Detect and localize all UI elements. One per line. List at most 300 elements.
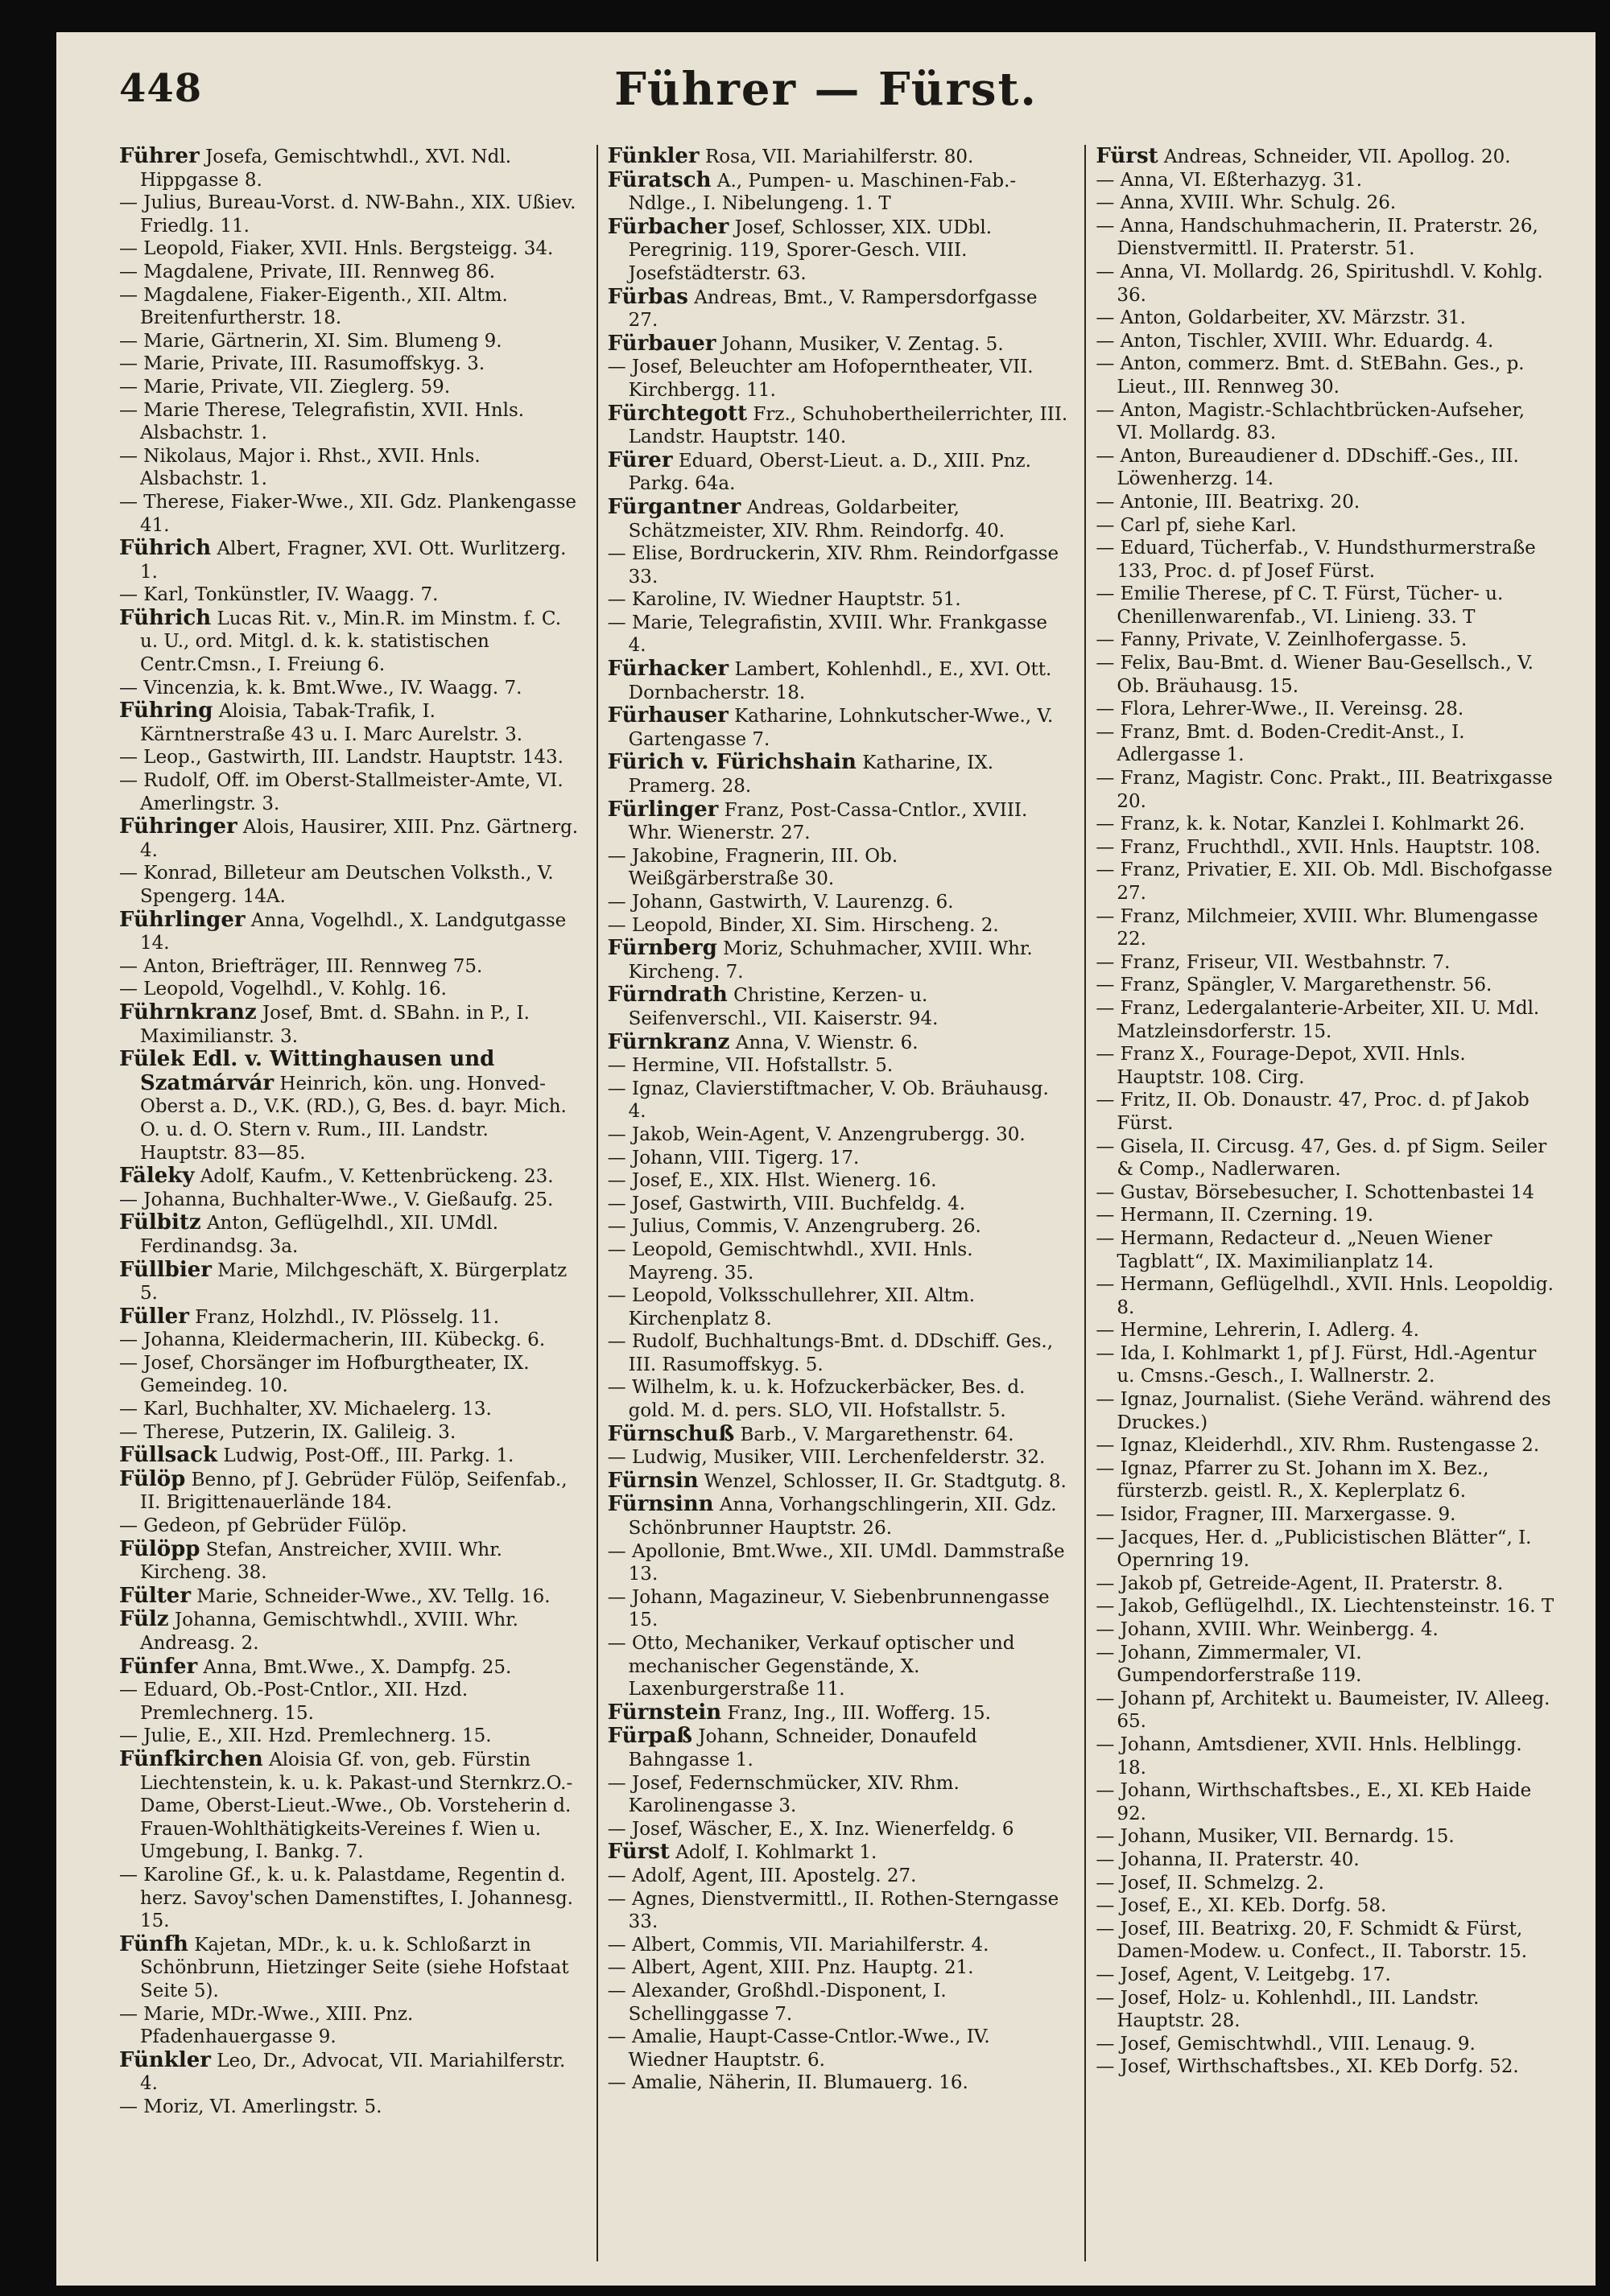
directory-entry	[1096, 629, 1557, 652]
surname-heading: Fünfh	[119, 1931, 188, 1956]
surname-heading: Fürich v. Fürichshain	[607, 750, 857, 775]
entry-text: — Josef, Beleuchter am Hofoperntheater, VII. Kirchbergg. 11.	[607, 357, 1034, 401]
entry-text: — Josef, III. Beatrixg. 20, F. Schmidt & Fürst, Damen-Modew. u. Confect., II. Taborstr. 15.	[1096, 1918, 1528, 1963]
entry-text: — Franz, Ledergalanterie-Arbeiter, XII. U. Mdl. Matzleinsdorferstr. 15.	[1096, 997, 1540, 1042]
directory-entry	[608, 914, 1069, 938]
directory-entry	[1096, 974, 1557, 997]
entry-text: — Karoline, IV. Wiedner Hauptstr. 51.	[607, 589, 961, 611]
entry-text: Andreas, Schneider, VII. Apollog. 20.	[1163, 146, 1511, 167]
directory-entry	[119, 2049, 580, 2096]
directory-entry	[1096, 1342, 1557, 1388]
directory-entry	[608, 169, 1069, 216]
entry-text: — Rudolf, Buchhaltungs-Bmt. d. DDschiff. Ges., III. Rasumoffskyg. 5.	[607, 1331, 1054, 1375]
entry-text: — Elise, Bordruckerin, XIV. Rhm. Reindorfgasse 33.	[607, 543, 1059, 587]
directory-entry	[119, 1164, 580, 1189]
directory-entry	[1096, 330, 1557, 353]
entry-text: — Julie, E., XII. Hzd. Premlechnerg. 15.	[119, 1725, 492, 1747]
entry-text: — Rudolf, Off. im Oberst-Stallmeister-Amte, VI. Amerlingstr. 3.	[119, 770, 564, 814]
entry-text: — Leopold, Vogelhdl., V. Kohlg. 16.	[119, 979, 447, 1000]
entry-text: Josef, Schlosser, XIX. UDbl. Peregrinig. 119, Sporer-Gesch. VIII. Josefstädterstr. 63.	[628, 216, 993, 284]
directory-entry	[1096, 951, 1557, 975]
entry-text: — Josef, II. Schmelzg. 2.	[1096, 1872, 1324, 1894]
entry-text: — Fritz, II. Ob. Donaustr. 47, Proc. d. pf Jakob Fürst.	[1096, 1090, 1530, 1134]
entry-text: — Marie, Telegrafistin, XVIII. Whr. Frankgasse 4.	[607, 612, 1048, 657]
entry-text: — Josef, Holz- u. Kohlenhdl., III. Landstr. Hauptstr. 28.	[1096, 1987, 1480, 2032]
directory-entry	[1096, 1204, 1557, 1227]
directory-entry	[608, 1865, 1069, 1888]
directory-page	[56, 32, 1596, 2286]
entry-text: — Leop., Gastwirth, III. Landstr. Hauptstr. 143.	[119, 747, 564, 769]
entry-text: — Anton, commerz. Bmt. d. StEBahn. Ges., p. Lieut., III. Rennweg 30.	[1096, 353, 1525, 398]
surname-heading: Fürchtegott	[607, 401, 748, 426]
directory-entry	[608, 751, 1069, 798]
directory-entry	[608, 612, 1069, 657]
directory-entry	[1096, 169, 1557, 192]
directory-entry	[608, 402, 1069, 449]
surname-heading: Füllbier	[119, 1257, 212, 1282]
surname-heading: Fürer	[607, 447, 673, 472]
directory-entry	[119, 330, 580, 353]
entry-text: — Josef, Agent, V. Leitgebg. 17.	[1096, 1964, 1391, 1985]
directory-entry	[608, 937, 1069, 983]
column-left	[119, 145, 580, 2261]
entry-text: — Leopold, Gemischtwhdl., XVII. Hnls. Mayreng. 35.	[607, 1239, 973, 1284]
entry-text: Leo, Dr., Advocat, VII. Mariahilferstr. 4.	[140, 2050, 566, 2095]
entry-text: — Ignaz, Journalist. (Siehe Veränd. während des Druckes.)	[1096, 1389, 1551, 1433]
entry-text: — Gustav, Börsebesucher, I. Schottenbastei 14	[1096, 1181, 1534, 1203]
entry-text: — Julius, Commis, V. Anzengruberg. 26.	[607, 1216, 981, 1238]
entry-text: Johann, Schneider, Donaufeld Bahngasse 1.	[628, 1726, 977, 1770]
directory-entry	[119, 261, 580, 284]
entry-text: — Leopold, Fiaker, XVII. Hnls. Bergsteigg. 34.	[119, 238, 554, 260]
directory-entry	[608, 1215, 1069, 1239]
directory-entry	[1096, 836, 1557, 859]
entry-text: — Franz, Spängler, V. Margarethenstr. 56.	[1096, 975, 1492, 996]
entry-text: Josefa, Gemischtwhdl., XVI. Ndl. Hippgasse 8.	[140, 146, 512, 191]
surname-heading: Fülbitz	[119, 1210, 201, 1235]
column-right	[1084, 145, 1557, 2261]
entry-text: Lambert, Kohlenhdl., E., XVI. Ott. Dornbacherstr. 18.	[628, 659, 1052, 703]
entry-text: — Josef, Wäscher, E., X. Inz. Wienerfeldg. 6	[607, 1818, 1014, 1840]
surname-heading: Fürlinger	[607, 797, 719, 822]
entry-text: — Hermann, Redacteur d. „Neuen Wiener Tagblatt“, IX. Maximilianplatz 14.	[1096, 1227, 1492, 1272]
entry-text: Adolf, Kaufm., V. Kettenbrückeng. 23.	[200, 1166, 554, 1188]
directory-entry	[1096, 1319, 1557, 1342]
entry-text: — Johann, XVIII. Whr. Weinbergg. 4.	[1096, 1619, 1439, 1640]
directory-entry	[1096, 2055, 1557, 2079]
directory-entry	[119, 1259, 580, 1305]
entry-text: — Ignaz, Kleiderhdl., XIV. Rhm. Rustengasse 2.	[1096, 1435, 1540, 1457]
directory-entry	[119, 145, 580, 192]
entry-text: — Franz X., Fourage-Depot, XVII. Hnls. Hauptstr. 108. Cirg.	[1096, 1044, 1466, 1088]
entry-text: — Josef, Gemischtwhdl., VIII. Lenaug. 9.	[1096, 2033, 1476, 2055]
entry-text: — Apollonie, Bmt.Wwe., XII. UMdl. Dammstraße 13.	[607, 1540, 1065, 1585]
entry-text: — Anton, Goldarbeiter, XV. Märzstr. 31.	[1096, 307, 1466, 329]
directory-entry	[1096, 1573, 1557, 1596]
directory-entry	[1096, 652, 1557, 698]
entry-text: — Albert, Commis, VII. Mariahilferstr. 4.	[607, 1934, 989, 1956]
directory-entry	[119, 1585, 580, 1609]
directory-entry	[608, 657, 1069, 704]
directory-entry	[119, 607, 580, 677]
entry-text: — Antonie, III. Beatrixg. 20.	[1096, 491, 1360, 513]
directory-entry	[119, 237, 580, 261]
entry-text: Andreas, Bmt., V. Rampersdorfgasse 27.	[628, 286, 1038, 332]
entry-text: — Johann, Wirthschaftsbes., E., XI. KEb Haide 92.	[1096, 1780, 1532, 1824]
directory-entry	[119, 1211, 580, 1258]
directory-entry	[1096, 1618, 1557, 1642]
directory-entry	[119, 1305, 580, 1329]
directory-entry	[608, 332, 1069, 357]
surname-heading: Fülöpp	[119, 1536, 200, 1561]
directory-entry	[1096, 721, 1557, 767]
surname-heading: Fürnsinn	[607, 1492, 714, 1517]
entry-text: Franz, Post-Cassa-Cntlor., XVIII. Whr. Wienerstr. 27.	[628, 799, 1028, 844]
entry-text: Benno, pf J. Gebrüder Fülöp, Seifenfab., II. Brigittenauerlände 184.	[140, 1469, 568, 1514]
directory-entry	[119, 1421, 580, 1445]
directory-entry	[119, 1679, 580, 1725]
surname-heading: Fünkler	[119, 2047, 211, 2072]
entry-text: Anna, V. Wienstr. 6.	[735, 1032, 919, 1053]
entry-text: — Anna, VI. Mollardg. 26, Spiritushdl. V. Kohlg. 36.	[1096, 261, 1543, 306]
directory-entry	[119, 1352, 580, 1398]
entry-text: — Franz, Friseur, VII. Westbahnstr. 7.	[1096, 951, 1451, 973]
directory-entry	[119, 1001, 580, 1048]
directory-entry	[119, 399, 580, 445]
directory-entry	[119, 1515, 580, 1538]
directory-entry	[608, 1054, 1069, 1078]
entry-text: Barb., V. Margarethenstr. 64.	[740, 1424, 1014, 1445]
surname-heading: Fürnsin	[607, 1468, 699, 1493]
entry-text: — Josef, E., XIX. Hlst. Wienerg. 16.	[607, 1170, 937, 1192]
directory-entry	[119, 1468, 580, 1515]
directory-entry	[1096, 1894, 1557, 1918]
surname-heading: Fürnstein	[607, 1700, 722, 1725]
directory-entry	[1096, 1136, 1557, 1181]
surname-heading: Fülz	[119, 1607, 169, 1632]
entry-text: — Alexander, Großhdl.-Disponent, I. Schellinggasse 7.	[607, 1980, 947, 2025]
entry-text: — Felix, Bau-Bmt. d. Wiener Bau-Gesellsch., V. Ob. Bräuhausg. 15.	[1096, 653, 1534, 697]
entry-text: — Magdalene, Private, III. Rennweg 86.	[119, 261, 496, 282]
entry-text: — Hermine, Lehrerin, I. Adlerg. 4.	[1096, 1320, 1419, 1342]
directory-entry	[119, 192, 580, 237]
directory-entry	[608, 1586, 1069, 1632]
directory-entry	[608, 1123, 1069, 1147]
directory-entry	[1096, 1964, 1557, 1987]
entry-text: — Ida, I. Kohlmarkt 1, pf J. Fürst, Hdl.-Agentur u. Cmsns.-Gesch., I. Wallnerstr. 2.	[1096, 1342, 1537, 1387]
surname-heading: Fünfkirchen	[119, 1746, 263, 1771]
directory-entry	[1096, 1457, 1557, 1503]
entry-text: — Johann, Amtsdiener, XVII. Hnls. Helblingg. 18.	[1096, 1733, 1522, 1779]
entry-text: — Eduard, Ob.-Post-Cntlor., XII. Hzd. Premlechnerg. 15.	[119, 1680, 469, 1724]
entry-text: — Karl, Tonkünstler, IV. Waagg. 7.	[119, 584, 439, 606]
entry-text: Moriz, Schuhmacher, XVIII. Whr. Kircheng. 7.	[628, 938, 1033, 983]
directory-entry	[1096, 1733, 1557, 1779]
entry-text: — Otto, Mechaniker, Verkauf optischer und mechanischer Gegenstände, X. Laxenburgerstraße 11.	[607, 1633, 1015, 1700]
entry-text: — Josef, Federnschmücker, XIV. Rhm. Karolinengasse 3.	[607, 1772, 960, 1817]
entry-text: — Therese, Fiaker-Wwe., XII. Gdz. Plankengasse 41.	[119, 491, 577, 536]
directory-entry	[608, 496, 1069, 542]
directory-entry	[119, 955, 580, 979]
entry-text: — Konrad, Billeteur am Deutschen Volksth., V. Spengerg. 14A.	[119, 863, 554, 907]
directory-entry	[608, 1841, 1069, 1865]
directory-entry	[608, 286, 1069, 332]
directory-entry	[1096, 1825, 1557, 1849]
directory-entry	[1096, 767, 1557, 813]
directory-entry	[1096, 1388, 1557, 1434]
directory-entry	[1096, 145, 1557, 169]
directory-entry	[608, 1632, 1069, 1701]
directory-entry	[608, 1446, 1069, 1470]
entry-text: — Jakob pf, Getreide-Agent, II. Praterstr. 8.	[1096, 1573, 1504, 1594]
entry-text: — Josef, Gastwirth, VIII. Buchfeldg. 4.	[607, 1193, 966, 1214]
directory-entry	[608, 1423, 1069, 1447]
entry-text: Katharine, IX. Pramerg. 28.	[628, 752, 994, 798]
directory-entry	[119, 1189, 580, 1212]
surname-heading: Fürst	[607, 1840, 670, 1865]
directory-entry	[608, 1470, 1069, 1494]
directory-entry	[1096, 1089, 1557, 1135]
directory-entry	[1096, 1688, 1557, 1733]
directory-entry	[119, 1329, 580, 1352]
entry-text: — Anna, Handschuhmacherin, II. Praterstr. 26, Dienstvermittl. II. Praterstr. 51.	[1096, 215, 1538, 260]
directory-entry	[608, 145, 1069, 169]
directory-entry	[1096, 307, 1557, 330]
entry-text: — Johanna, II. Praterstr. 40.	[1096, 1849, 1360, 1870]
surname-heading: Führer	[119, 144, 200, 168]
entry-text: Johann, Musiker, V. Zentag. 5.	[721, 333, 1004, 355]
directory-entry	[608, 1772, 1069, 1818]
directory-entry	[119, 537, 580, 583]
directory-entry	[1096, 1987, 1557, 2033]
entry-text: — Nikolaus, Major i. Rhst., XVII. Hnls. Alsbachstr. 1.	[119, 445, 481, 490]
directory-entry	[119, 352, 580, 376]
surname-heading: Fürhauser	[607, 703, 729, 728]
entry-text: — Vincenzia, k. k. Bmt.Wwe., IV. Waagg. 7.	[119, 677, 522, 699]
surname-heading: Führnkranz	[119, 1000, 257, 1024]
surname-heading: Führinger	[119, 814, 237, 839]
entry-text: — Ludwig, Musiker, VIII. Lerchenfelderstr. 32.	[607, 1447, 1046, 1469]
entry-text: — Wilhelm, k. u. k. Hofzuckerbäcker, Bes. d. gold. M. d. pers. SLO, VII. Hofstallstr. 5.	[607, 1377, 1026, 1422]
directory-entry	[1096, 261, 1557, 307]
entry-text: Johanna, Gemischtwhdl., XVIII. Whr. Andreasg. 2.	[140, 1610, 518, 1654]
directory-entry	[1096, 1872, 1557, 1895]
entry-text: — Josef, E., XI. KEb. Dorfg. 58.	[1096, 1895, 1387, 1917]
directory-entry	[119, 862, 580, 908]
entry-text: — Jakobine, Fragnerin, III. Ob. Weißgärberstraße 30.	[607, 845, 898, 890]
surname-heading: Fülöp	[119, 1466, 186, 1491]
directory-entry	[608, 1540, 1069, 1586]
surname-heading: Fülek Edl. v. Wittinghausen und Szatmárvár	[119, 1047, 495, 1095]
directory-entry	[1096, 491, 1557, 514]
directory-entry	[1096, 1918, 1557, 1964]
directory-entry	[119, 284, 580, 330]
entry-text: Adolf, I. Kohlmarkt 1.	[675, 1842, 877, 1864]
entry-text: — Marie, Private, III. Rasumoffskyg. 3.	[119, 353, 485, 375]
surname-heading: Füllsack	[119, 1443, 217, 1468]
entry-text: Anton, Geflügelhdl., XII. UMdl. Ferdinandsg. 3a.	[140, 1213, 499, 1257]
directory-entry	[119, 376, 580, 399]
entry-text: — Anna, VI. Eßterhazyg. 31.	[1096, 169, 1363, 191]
directory-entry	[1096, 1181, 1557, 1205]
entry-text: — Jacques, Her. d. „Publicistischen Blätter“, I. Opernring 19.	[1096, 1527, 1532, 1572]
surname-heading: Führing	[119, 699, 213, 723]
directory-entry	[1096, 215, 1557, 261]
directory-entry	[608, 2071, 1069, 2095]
entry-text: — Julius, Bureau-Vorst. d. NW-Bahn., XIX. Ußiev. Friedlg. 11.	[119, 192, 576, 237]
entry-text: — Ignaz, Pfarrer zu St. Johann im X. Bez., fürsterzb. geistl. R., X. Keplerplatz 6.	[1096, 1457, 1489, 1502]
directory-entry	[608, 1078, 1069, 1123]
entry-text: — Anton, Magistr.-Schlachtbrücken-Aufseher, VI. Mollardg. 83.	[1096, 399, 1525, 444]
directory-entry	[1096, 1227, 1557, 1273]
entry-text: — Franz, Bmt. d. Boden-Credit-Anst., I. Adlergasse 1.	[1096, 721, 1465, 766]
entry-text: — Franz, Magistr. Conc. Prakt., III. Beatrixgasse 20.	[1096, 768, 1553, 812]
directory-entry	[119, 815, 580, 862]
directory-entry	[608, 1239, 1069, 1284]
directory-entry	[119, 769, 580, 815]
entry-text: — Johanna, Kleidermacherin, III. Kübeckg. 6.	[119, 1329, 546, 1351]
entry-text: — Amalie, Haupt-Casse-Cntlor.-Wwe., IV. Wiedner Hauptstr. 6.	[607, 2026, 990, 2071]
directory-entry	[1096, 1642, 1557, 1688]
entry-text: — Johann, Magazineur, V. Siebenbrunnengasse 15.	[607, 1586, 1050, 1631]
entry-text: Andreas, Goldarbeiter, Schätzmeister, XIV. Rhm. Reindorfg. 40.	[628, 497, 1005, 542]
directory-entry	[1096, 583, 1557, 629]
directory-entry	[119, 978, 580, 1001]
entry-text: Wenzel, Schlosser, II. Gr. Stadtgutg. 8.	[704, 1470, 1067, 1492]
directory-entry	[119, 583, 580, 607]
entry-text: — Johann, Zimmermaler, VI. Gumpendorferstraße 119.	[1096, 1642, 1362, 1687]
surname-heading: Fürpaß	[607, 1724, 693, 1749]
directory-entry	[608, 588, 1069, 612]
entry-text: — Eduard, Tücherfab., V. Hundsthurmerstraße 133, Proc. d. pf Josef Fürst.	[1096, 538, 1536, 582]
entry-text: Anna, Vogelhdl., X. Landgutgasse 14.	[140, 909, 567, 954]
page-header	[56, 32, 1596, 153]
directory-entry	[608, 1493, 1069, 1540]
directory-entry	[119, 1398, 580, 1421]
entry-text: — Marie, Private, VII. Zieglerg. 59.	[119, 376, 451, 398]
directory-entry	[1096, 1849, 1557, 1872]
entry-text: — Josef, Wirthschaftsbes., XI. KEb Dorfg. 52.	[1096, 2056, 1519, 2078]
directory-entry	[608, 1980, 1069, 2026]
surname-heading: Fürbauer	[607, 331, 716, 356]
directory-entry	[1096, 399, 1557, 445]
directory-entry	[608, 2026, 1069, 2071]
entry-text: — Franz, k. k. Notar, Kanzlei I. Kohlmarkt 26.	[1096, 814, 1525, 835]
surname-heading: Fürhacker	[607, 657, 729, 682]
entry-text: — Leopold, Binder, XI. Sim. Hirscheng. 2.	[607, 914, 999, 936]
directory-entry	[119, 1444, 580, 1468]
entry-text: Franz, Holzhdl., IV. Plösselg. 11.	[195, 1306, 500, 1328]
entry-text: — Anton, Bureaudiener d. DDschiff.-Ges., III. Löwenherzg. 14.	[1096, 445, 1519, 490]
directory-entry	[608, 1934, 1069, 1957]
entry-text: Eduard, Oberst-Lieut. a. D., XIII. Pnz. Parkg. 64a.	[628, 450, 1031, 495]
directory-entry	[119, 909, 580, 955]
surname-heading: Füller	[119, 1304, 189, 1329]
directory-entry	[608, 1818, 1069, 1841]
directory-entry	[1096, 1043, 1557, 1089]
entry-text: Franz, Ing., III. Wofferg. 15.	[727, 1702, 991, 1724]
entry-text: — Marie Therese, Telegrafistin, XVII. Hnls. Alsbachstr. 1.	[119, 399, 525, 444]
page-number: 448	[119, 66, 203, 111]
entry-text: Alois, Hausirer, XIII. Pnz. Gärtnerg. 4.	[140, 817, 579, 861]
directory-entry	[608, 798, 1069, 845]
entry-text: Frz., Schuhobertheilerrichter, III. Landstr. Hauptstr. 140.	[628, 403, 1068, 448]
entry-text: — Franz, Privatier, E. XII. Ob. Mdl. Bischofgasse 27.	[1096, 859, 1553, 904]
directory-entry	[1096, 1779, 1557, 1825]
directory-entry	[119, 1655, 580, 1680]
directory-entry	[608, 1330, 1069, 1376]
surname-heading: Führich	[119, 536, 212, 561]
entry-text: — Moriz, VI. Amerlingstr. 5.	[119, 2096, 382, 2117]
directory-entry	[608, 1725, 1069, 1771]
surname-heading: Fürnschuß	[607, 1421, 735, 1446]
surname-heading: Führich	[119, 605, 212, 630]
entry-text: — Anton, Briefträger, III. Rennweg 75.	[119, 955, 483, 977]
directory-entry	[119, 1538, 580, 1585]
directory-entry	[608, 704, 1069, 751]
running-title: Führer — Fürst.	[614, 63, 1038, 116]
surname-heading: Fürnberg	[607, 936, 717, 961]
directory-entry	[608, 449, 1069, 496]
entry-text: — Isidor, Fragner, III. Marxergasse. 9.	[1096, 1504, 1456, 1526]
entry-text: — Anna, XVIII. Whr. Schulg. 26.	[1096, 192, 1397, 214]
entry-text: — Johann, Gastwirth, V. Laurenzg. 6.	[607, 892, 954, 913]
directory-entry	[608, 1888, 1069, 1934]
entry-text: Kajetan, MDr., k. u. k. Schloßarzt in Schönbrunn, Hietzinger Seite (siehe Hofstaat Seite 5).	[140, 1934, 569, 2001]
directory-entry	[119, 746, 580, 769]
directory-entry	[1096, 859, 1557, 905]
directory-entry	[1096, 1527, 1557, 1573]
surname-heading: Fünkler	[607, 144, 700, 168]
entry-text: — Gedeon, pf Gebrüder Fülöp.	[119, 1515, 407, 1537]
entry-text: Heinrich, kön. ung. Honved-Oberst a. D., V.K. (RD.), G, Bes. d. bayr. Mich. O. u. d. O. Stern v. Rum., III. Landstr. Hauptstr. 83—85.	[140, 1073, 567, 1164]
directory-entry	[608, 1147, 1069, 1170]
entry-text: — Jakob, Geflügelhdl., IX. Liechtensteinstr. 16. T	[1096, 1596, 1554, 1618]
directory-entry	[1096, 1434, 1557, 1457]
directory-entry	[608, 983, 1069, 1030]
entry-text: — Amalie, Näherin, II. Blumauerg. 16.	[607, 2072, 968, 2094]
entry-text: Ludwig, Post-Off., III. Parkg. 1.	[223, 1445, 514, 1467]
surname-heading: Fünfer	[119, 1654, 198, 1679]
surname-heading: Fürbacher	[607, 214, 729, 239]
entry-text: — Johann, VIII. Tigerg. 17.	[607, 1147, 860, 1169]
surname-heading: Fürndrath	[607, 983, 728, 1008]
entry-text: Christine, Kerzen- u. Seifenverschl., VII. Kaiserstr. 94.	[628, 985, 939, 1029]
surname-heading: Füratsch	[607, 167, 712, 192]
entry-text: — Marie, MDr.-Wwe., XIII. Pnz. Pfadenhauergasse 9.	[119, 2003, 414, 2048]
entry-text: Katharine, Lohnkutscher-Wwe., V. Gartengasse 7.	[628, 706, 1054, 750]
entry-text: — Franz, Milchmeier, XVIII. Whr. Blumengasse 22.	[1096, 905, 1538, 950]
surname-heading: Fürst	[1096, 144, 1158, 168]
entry-text: Marie, Schneider-Wwe., XV. Tellg. 16.	[196, 1585, 551, 1607]
directory-entry	[608, 1031, 1069, 1055]
directory-entry	[1096, 905, 1557, 951]
directory-entry	[608, 1169, 1069, 1193]
directory-entry	[119, 677, 580, 700]
directory-entry	[608, 1376, 1069, 1422]
directory-entry	[119, 1748, 580, 1864]
directory-columns	[119, 145, 1557, 2261]
entry-text: — Therese, Putzerin, IX. Galileig. 3.	[119, 1421, 456, 1443]
directory-entry	[119, 1725, 580, 1748]
directory-entry	[1096, 1503, 1557, 1527]
surname-heading: Führlinger	[119, 907, 246, 932]
surname-heading: Fürnkranz	[607, 1029, 730, 1054]
entry-text: — Franz, Fruchthdl., XVII. Hnls. Hauptstr. 108.	[1096, 836, 1541, 858]
entry-text: — Johann pf, Architekt u. Baumeister, IV. Alleeg. 65.	[1096, 1688, 1550, 1733]
entry-text: — Jakob, Wein-Agent, V. Anzengrubergg. 30.	[607, 1123, 1026, 1145]
directory-entry	[1096, 352, 1557, 398]
